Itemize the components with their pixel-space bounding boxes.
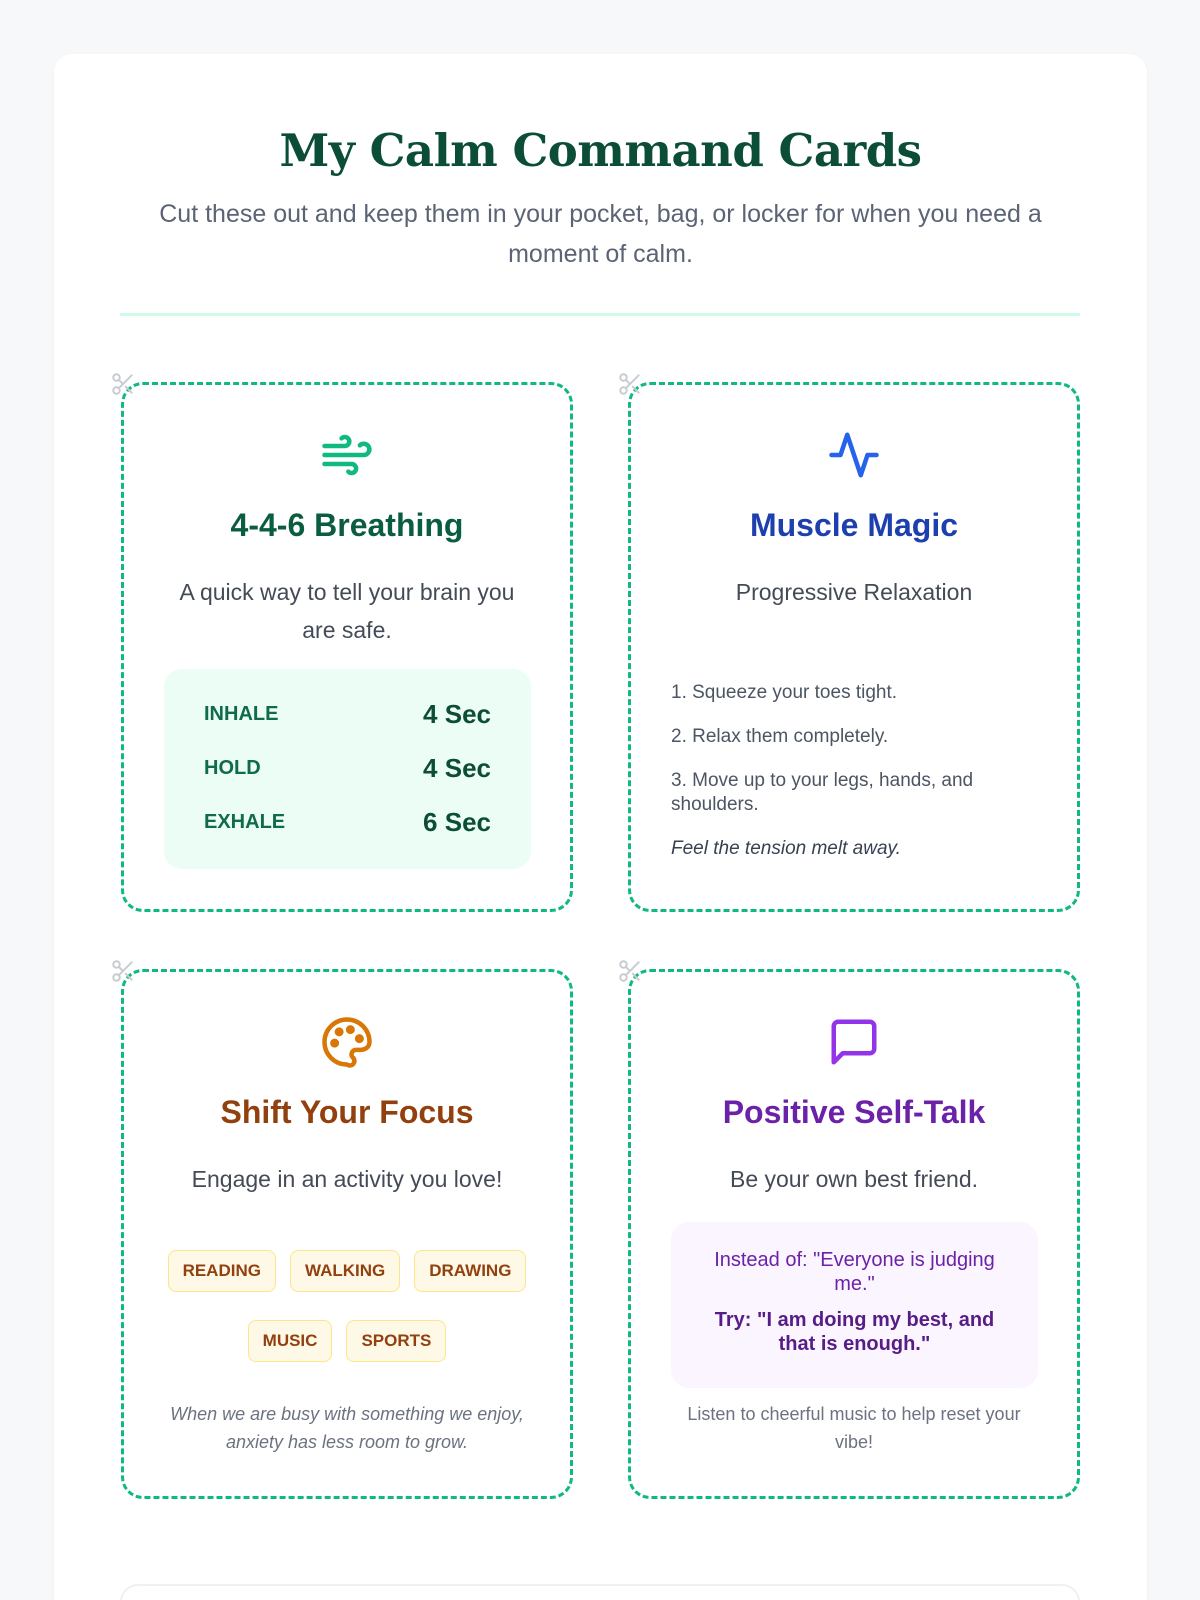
- breath-value: 4 Sec: [423, 752, 491, 783]
- card-shift-focus: [121, 969, 573, 1499]
- card-breathing: [121, 382, 573, 912]
- palette-icon: [320, 1015, 374, 1069]
- instead-of-text: Instead of: "Everyone is judging me.": [714, 1249, 995, 1295]
- scissors-icon: [110, 958, 136, 984]
- card-title: Positive Self-Talk: [722, 1094, 986, 1130]
- tag-sports: SPORTS: [346, 1320, 446, 1362]
- breath-label: HOLD: [204, 756, 261, 779]
- scissors-icon: [110, 371, 136, 397]
- tag-walking: WALKING: [290, 1250, 400, 1292]
- page-subtitle: Cut these out and keep them in your pocket, bag, or locker for when you need a moment of calm.: [159, 200, 1042, 268]
- page-title: My Calm Command Cards: [279, 124, 922, 177]
- breath-value: 6 Sec: [423, 806, 491, 837]
- next-section-box: [120, 1584, 1080, 1600]
- card-muscle-magic: [628, 382, 1080, 912]
- breath-row-exhale: [204, 795, 491, 849]
- self-talk-example: [671, 1222, 1038, 1388]
- scissors-icon: [617, 371, 643, 397]
- activity-icon: [827, 428, 881, 482]
- card-subtitle: Engage in an activity you love!: [191, 1166, 503, 1192]
- step-item: 2. Relax them completely.: [671, 726, 889, 747]
- message-square-icon: [827, 1015, 881, 1069]
- breath-row-hold: [204, 741, 491, 795]
- worksheet: [54, 54, 1147, 1600]
- card-positive-self-talk: [628, 969, 1080, 1499]
- card-footer: Listen to cheerful music to help reset your vibe!: [687, 1404, 1021, 1452]
- breathing-steps: [164, 669, 531, 869]
- card-title: 4-4-6 Breathing: [230, 507, 464, 543]
- step-note: Feel the tension melt away.: [671, 838, 901, 859]
- relaxation-steps: [671, 681, 1037, 861]
- wind-icon: [320, 428, 374, 482]
- step-item: 1. Squeeze your toes tight.: [671, 682, 898, 703]
- breath-row-inhale: [204, 687, 491, 741]
- card-title: Muscle Magic: [749, 507, 959, 543]
- card-subtitle: Be your own best friend.: [729, 1166, 979, 1192]
- activity-tags: [164, 1250, 530, 1362]
- breath-label: EXHALE: [204, 810, 286, 833]
- card-subtitle: Progressive Relaxation: [735, 579, 973, 605]
- card-title: Shift Your Focus: [220, 1094, 474, 1130]
- scissors-icon: [617, 958, 643, 984]
- card-subtitle: A quick way to tell your brain you are safe.: [179, 579, 515, 643]
- tag-reading: READING: [168, 1250, 276, 1292]
- step-item: 3. Move up to your legs, hands, and shoulders.: [671, 770, 974, 815]
- tag-music: MUSIC: [248, 1320, 333, 1362]
- divider: [120, 313, 1080, 316]
- breath-label: INHALE: [204, 702, 279, 725]
- tag-drawing: DRAWING: [414, 1250, 526, 1292]
- card-footer: When we are busy with something we enjoy, anxiety has less room to grow.: [170, 1404, 524, 1452]
- try-text: Try: "I am doing my best, and that is enough.": [714, 1309, 995, 1355]
- breath-value: 4 Sec: [423, 698, 491, 729]
